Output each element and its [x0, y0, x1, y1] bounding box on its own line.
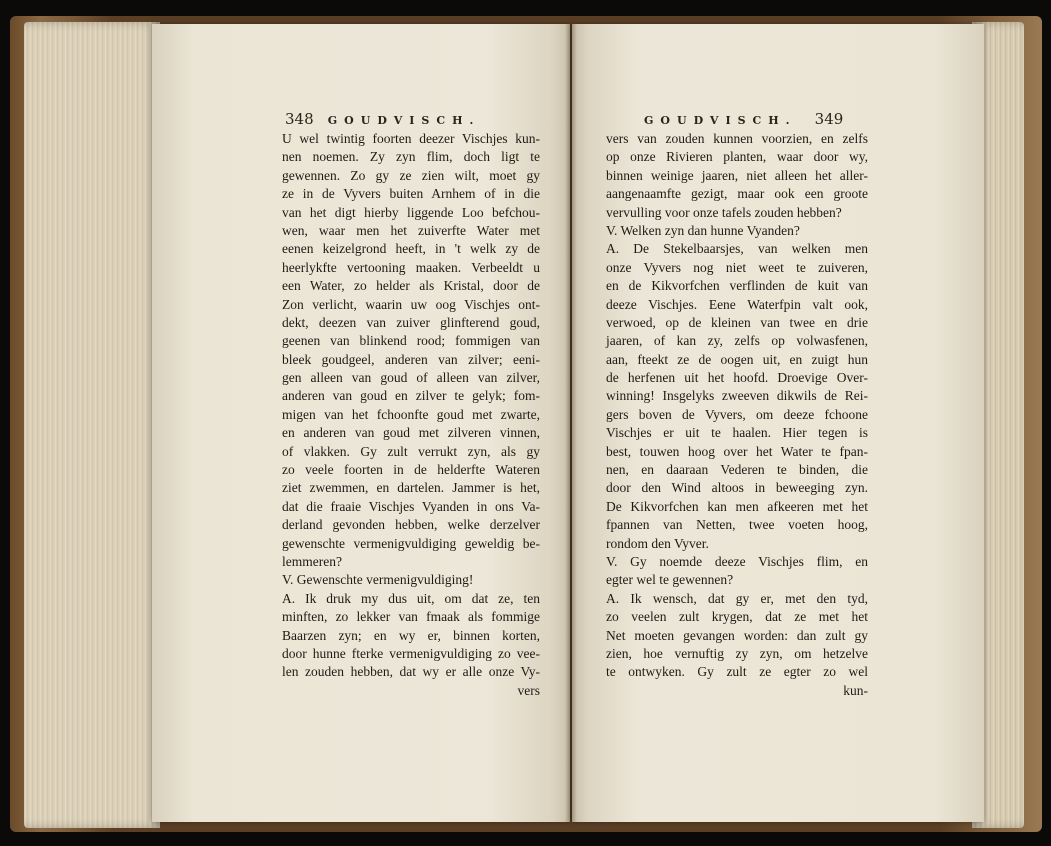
text-line: onze Vyvers nog niet weet te zuiveren,: [606, 259, 868, 275]
text-line: Baarzen zyn; en wy er, binnen korten,: [282, 627, 540, 643]
text-line: zien, hoe vernuftig zy zyn, om hetzelve: [606, 645, 868, 661]
text-line: egter wel te gewennen?: [606, 572, 734, 588]
left-page-header: [285, 110, 480, 128]
text-line: binnen weinige jaaren, niet alleen het aller-: [606, 167, 868, 183]
text-line: geenen van blinkend rood; fommigen van: [282, 333, 540, 349]
text-line: A. De Stekelbaarsjes, van welken men: [606, 241, 868, 257]
text-line: nen noemen. Zy zyn flim, doch ligt te: [282, 149, 540, 165]
text-line: Vischjes er uit te haalen. Hier tegen is: [606, 425, 868, 441]
text-line: best, touwen hoog over het Water te fpan-: [606, 443, 868, 459]
text-line: ze in de Vyvers buiten Arnhem of in die: [282, 186, 540, 202]
text-line: U wel twintig foorten deezer Vischjes kun-: [282, 131, 540, 146]
text-line: gers boven de Vyvers, om deeze fchoone: [606, 406, 868, 422]
text-line: zo veelen zult krygen, dat ze met het: [606, 609, 868, 625]
text-line: aangenaamfte gezigt, maar ook een groote: [606, 186, 868, 202]
right-page-number: 349: [814, 110, 844, 128]
text-line: gen alleen van goud of alleen van zilver,: [282, 370, 540, 386]
text-line: len zouden hebben, dat wy er alle onze Vy-: [282, 664, 540, 680]
text-line: V. Welken zyn dan hunne Vyanden?: [606, 222, 800, 238]
text-line: Zon verlicht, waarin uw oog Vischjes ont-: [282, 296, 540, 312]
text-line: Net moeten gevangen worden: dan zult gy: [606, 627, 868, 643]
text-line: een Water, zo helder als Kristal, door de: [282, 278, 540, 294]
text-line: rondom den Vyver.: [606, 535, 709, 551]
text-line: winning! Insgelyks zweeven dikwils de Rei-: [606, 388, 868, 404]
text-line: gewenschte vermenigvuldiging geweldig be-: [282, 535, 540, 551]
text-line: door hunne fterke vermenigvuldiging zo vee-: [282, 645, 540, 661]
right-page: [572, 24, 984, 822]
text-line: en anderen van goud met zilveren vinnen,: [282, 425, 540, 441]
book-gutter: [565, 24, 577, 822]
text-line: verwoed, op de kleinen van twee en drie: [606, 314, 868, 330]
text-line: vers: [517, 682, 540, 698]
text-line: A. Ik wensch, dat gy er, met den tyd,: [606, 590, 868, 606]
text-line: jaaren, of kan zy, zelfs op volwasfenen,: [606, 333, 868, 349]
text-line: vers van zouden kunnen voorzien, en zelfs: [606, 131, 868, 146]
text-line: lemmeren?: [282, 553, 342, 569]
open-book: [10, 16, 1042, 832]
text-line: gewennen. Zo gy ze zien wilt, moet gy: [282, 167, 540, 183]
text-line: eenen keizelgrond heeft, in 't welk zy de: [282, 241, 540, 257]
text-line: door den Wind altoos in beweeging zyn.: [606, 480, 868, 496]
text-line: vervulling voor onze tafels zouden hebben?: [606, 204, 842, 220]
left-page-number: 348: [285, 110, 314, 128]
text-line: deeze Vischjes. Eene Waterfpin valt ook,: [606, 296, 868, 312]
text-line: derland gevonden hebben, welke derzelver: [282, 517, 540, 533]
text-line: ziet zwemmen, en dartelen. Jammer is het,: [282, 480, 540, 496]
text-line: nen, en daaraan Vederen te binden, die: [606, 462, 868, 478]
text-line: van het digt hierby liggende Loo befchou-: [282, 204, 540, 220]
text-line: heerlykfte vertooning maaken. Verbeeldt u: [282, 259, 540, 275]
text-line: minften, zo lekker van fmaak als fommige: [282, 609, 540, 625]
text-line: dat die fraaie Vischjes Vyanden in ons Va-: [282, 498, 540, 514]
text-line: wen, waar men het zuiverfte Water met: [282, 222, 540, 238]
text-line: A. Ik druk my dus uit, om dat ze, ten: [282, 590, 540, 606]
text-line: of vlakken. Gy zult verrukt zyn, als gy: [282, 443, 540, 459]
left-running-title: GOUDVISCH.: [327, 114, 481, 127]
text-line: migen van het fchoonfte goud met zwarte,: [282, 406, 540, 422]
text-line: te ontwyken. Gy zult ze egter zo wel: [606, 664, 868, 680]
text-line: op onze Rivieren planten, waar door wy,: [606, 149, 868, 165]
text-line: en de Kikvorfchen verflinden de kuit van: [606, 278, 868, 294]
text-line: V. Gy noemde deeze Vischjes flim, en: [606, 553, 868, 569]
text-line: dekt, deezen van zuiver glinfterend goud,: [282, 314, 540, 330]
text-line: zo veele foorten in de helderfte Wateren: [282, 462, 540, 478]
right-page-text: [606, 130, 868, 700]
text-line: anderen van goud en zilver te gelyk; fom-: [282, 388, 540, 404]
right-running-title: GOUDVISCH.: [644, 114, 797, 127]
left-page: [152, 24, 570, 822]
page-edges-left: [24, 22, 160, 828]
left-page-text: [282, 130, 540, 700]
text-line: V. Gewenschte vermenigvuldiging!: [282, 572, 474, 588]
text-line: fpannen van Netten, twee voeten hoog,: [606, 517, 868, 533]
text-line: De Kikvorfchen kan men afkeeren met het: [606, 498, 868, 514]
text-line: kun-: [843, 682, 868, 698]
right-page-header: [644, 110, 843, 128]
text-line: aan, fteekt ze de oogen uit, en zuigt hun: [606, 351, 868, 367]
text-line: de herfenen uit het hoofd. Droevige Over-: [606, 370, 868, 386]
text-line: bleek goudgeel, anderen van zilver; eeni-: [282, 351, 540, 367]
